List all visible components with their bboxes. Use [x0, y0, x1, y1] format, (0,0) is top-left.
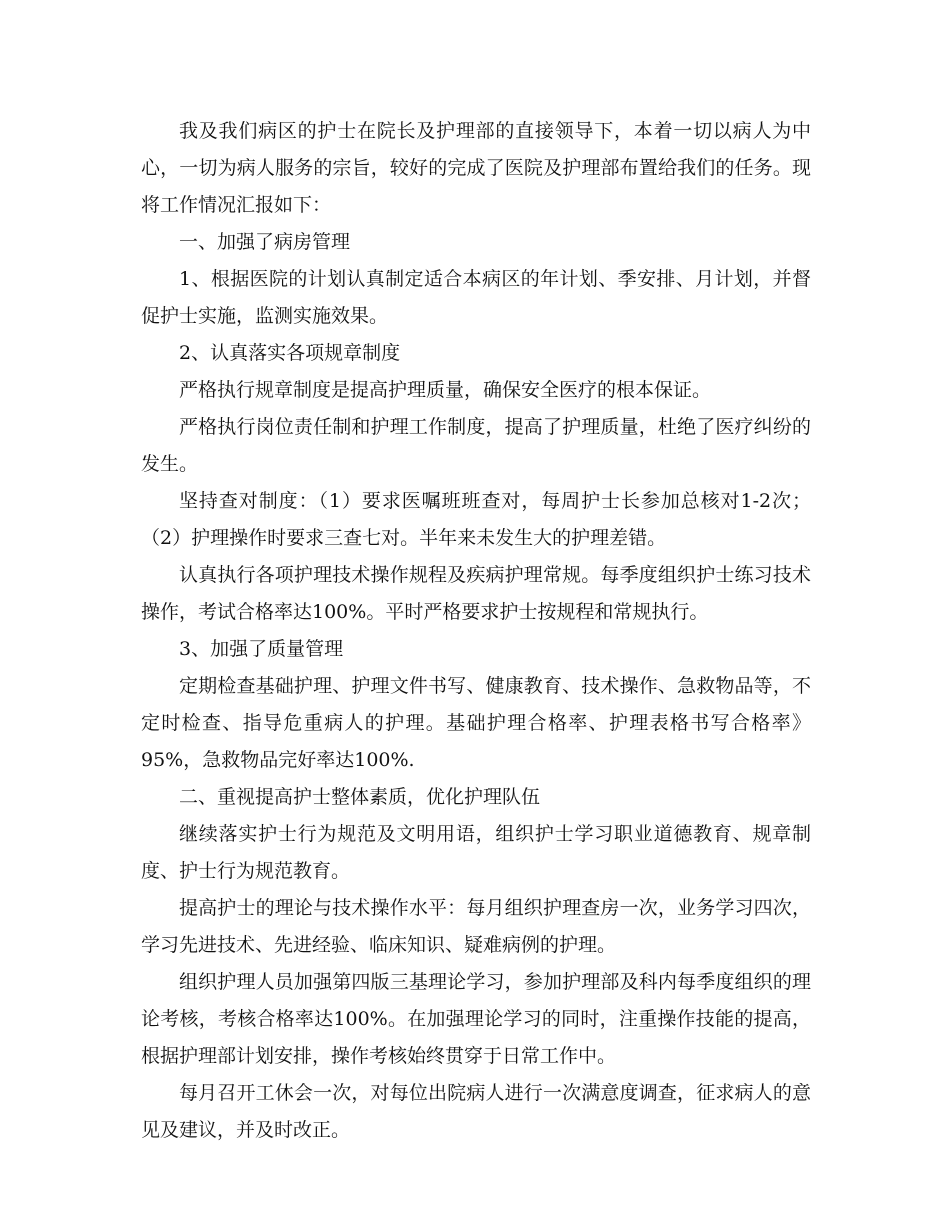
- body-paragraph: 1、根据医院的计划认真制定适合本病区的年计划、季安排、月计划，并督促护士实施，监测实施效果。: [141, 268, 811, 327]
- body-paragraph: 认真执行各项护理技术操作规程及疾病护理常规。每季度组织护士练习技术操作，考试合格率达100%。平时严格要求护士按规程和常规执行。: [141, 564, 811, 623]
- section-heading: 一、加强了病房管理: [179, 231, 351, 253]
- body-paragraph: 每月召开工休会一次，对每位出院病人进行一次满意度调查，征求病人的意见及建议，并及时改正。: [141, 1082, 811, 1141]
- subsection-heading: 3、加强了质量管理: [179, 638, 344, 660]
- body-paragraph: 定期检查基础护理、护理文件书写、健康教育、技术操作、急救物品等，不定时检查、指导危重病人的护理。基础护理合格率、护理表格书写合格率》95%，急救物品完好率达100%.: [141, 675, 811, 771]
- body-paragraph: 提高护士的理论与技术操作水平：每月组织护理查房一次，业务学习四次，学习先进技术、先进经验、临床知识、疑难病例的护理。: [141, 897, 811, 956]
- body-paragraph: 坚持查对制度：（1）要求医嘱班班查对，每周护士长参加总核对1-2次；（2）护理操作时要求三查七对。半年来未发生大的护理差错。: [141, 490, 811, 549]
- document-body: [141, 113, 811, 1149]
- section-heading: 二、重视提高护士整体素质，优化护理队伍: [179, 786, 541, 808]
- intro-paragraph: 我及我们病区的护士在院长及护理部的直接领导下，本着一切以病人为中心，一切为病人服务的宗旨，较好的完成了医院及护理部布置给我们的任务。现将工作情况汇报如下：: [141, 120, 811, 216]
- body-paragraph: 组织护理人员加强第四版三基理论学习，参加护理部及科内每季度组织的理论考核，考核合格率达100%。在加强理论学习的同时，注重操作技能的提高，根据护理部计划安排，操作考核始终贯穿于日常工作中。: [141, 971, 811, 1067]
- body-paragraph: 继续落实护士行为规范及文明用语，组织护士学习职业道德教育、规章制度、护士行为规范教育。: [141, 823, 811, 882]
- body-paragraph: 严格执行岗位责任制和护理工作制度，提高了护理质量，杜绝了医疗纠纷的发生。: [141, 416, 811, 475]
- subsection-heading: 2、认真落实各项规章制度: [179, 342, 401, 364]
- body-paragraph: 严格执行规章制度是提高护理质量，确保安全医疗的根本保证。: [179, 379, 712, 401]
